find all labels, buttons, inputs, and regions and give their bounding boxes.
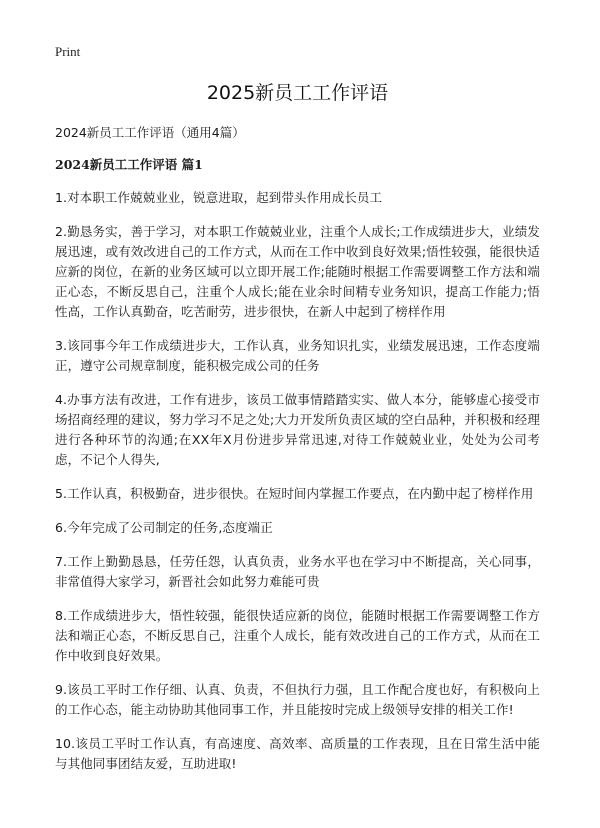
paragraph-4: 4.办事方法有改进，工作有进步，该员工做事情踏踏实实、做人本分，能够虚心接受市场招商经理的建议，努力学习不足之处;大力开发所负责区域的空白品种，并积极和经理进行各种环节的沟通;在XX年X月份进步异常迅速,对待工作兢兢业业，处处为公司考虑，不记个人得失, [55,392,540,467]
print-link[interactable]: Print [55,44,81,59]
document-title: 2025新员工工作评语 [206,82,389,104]
paragraph-3: 3.该同事今年工作成绩进步大，工作认真，业务知识扎实，业绩发展迅速，工作态度端正，遵守公司规章制度，能积极完成公司的任务 [55,338,540,373]
paragraph-10: 10.该员工平时工作认真，有高速度、高效率、高质量的工作表现，且在日常生活中能与其他同事团结友爱，互助进取! [55,736,540,771]
paragraph-1: 1.对本职工作兢兢业业，锐意进取，起到带头作用成长员工 [55,190,383,205]
paragraph-2: 2.勤恳务实，善于学习，对本职工作兢兢业业，注重个人成长;工作成绩进步大，业绩发展迅速，或有效改进自己的工作方式，从而在工作中收到良好效果;悟性较强，能很快适应新的岗位，在新的业务区域可以立即开展工作;能随时根据工作需要调整工作方法和端正心态，不断反思自己，注重个人成长;能在业余时间精专业务知识，提高工作能力;悟性高，工作认真勤奋，吃苦耐劳，进步很快，在新人中起到了榜样作用 [55,224,540,319]
section-heading: 2024新员工工作评语 篇1 [55,157,203,172]
paragraph-5: 5.工作认真，积极勤奋，进步很快。在短时间内掌握工作要点，在内勤中起了榜样作用 [55,486,534,501]
paragraph-7: 7.工作上勤勤恳恳，任劳任怨，认真负责，业务水平也在学习中不断提高，关心同事，非常值得大家学习，新晋社会如此努力难能可贵 [55,554,540,589]
document-subtitle: 2024新员工工作评语（通用4篇） [55,125,245,140]
paragraph-6: 6.今年完成了公司制定的任务,态度端正 [55,520,273,535]
paragraph-8: 8.工作成绩进步大，悟性较强，能很快适应新的岗位，能随时根据工作需要调整工作方法和端正心态，不断反思自己，注重个人成长，能有效改进自己的工作方式，从而在工作中收到良好效果。 [55,608,540,663]
paragraph-9: 9.该员工平时工作仔细、认真、负责，不但执行力强，且工作配合度也好，有积极向上的工作心态，能主动协助其他同事工作，并且能按时完成上级领导安排的相关工作! [55,682,540,717]
